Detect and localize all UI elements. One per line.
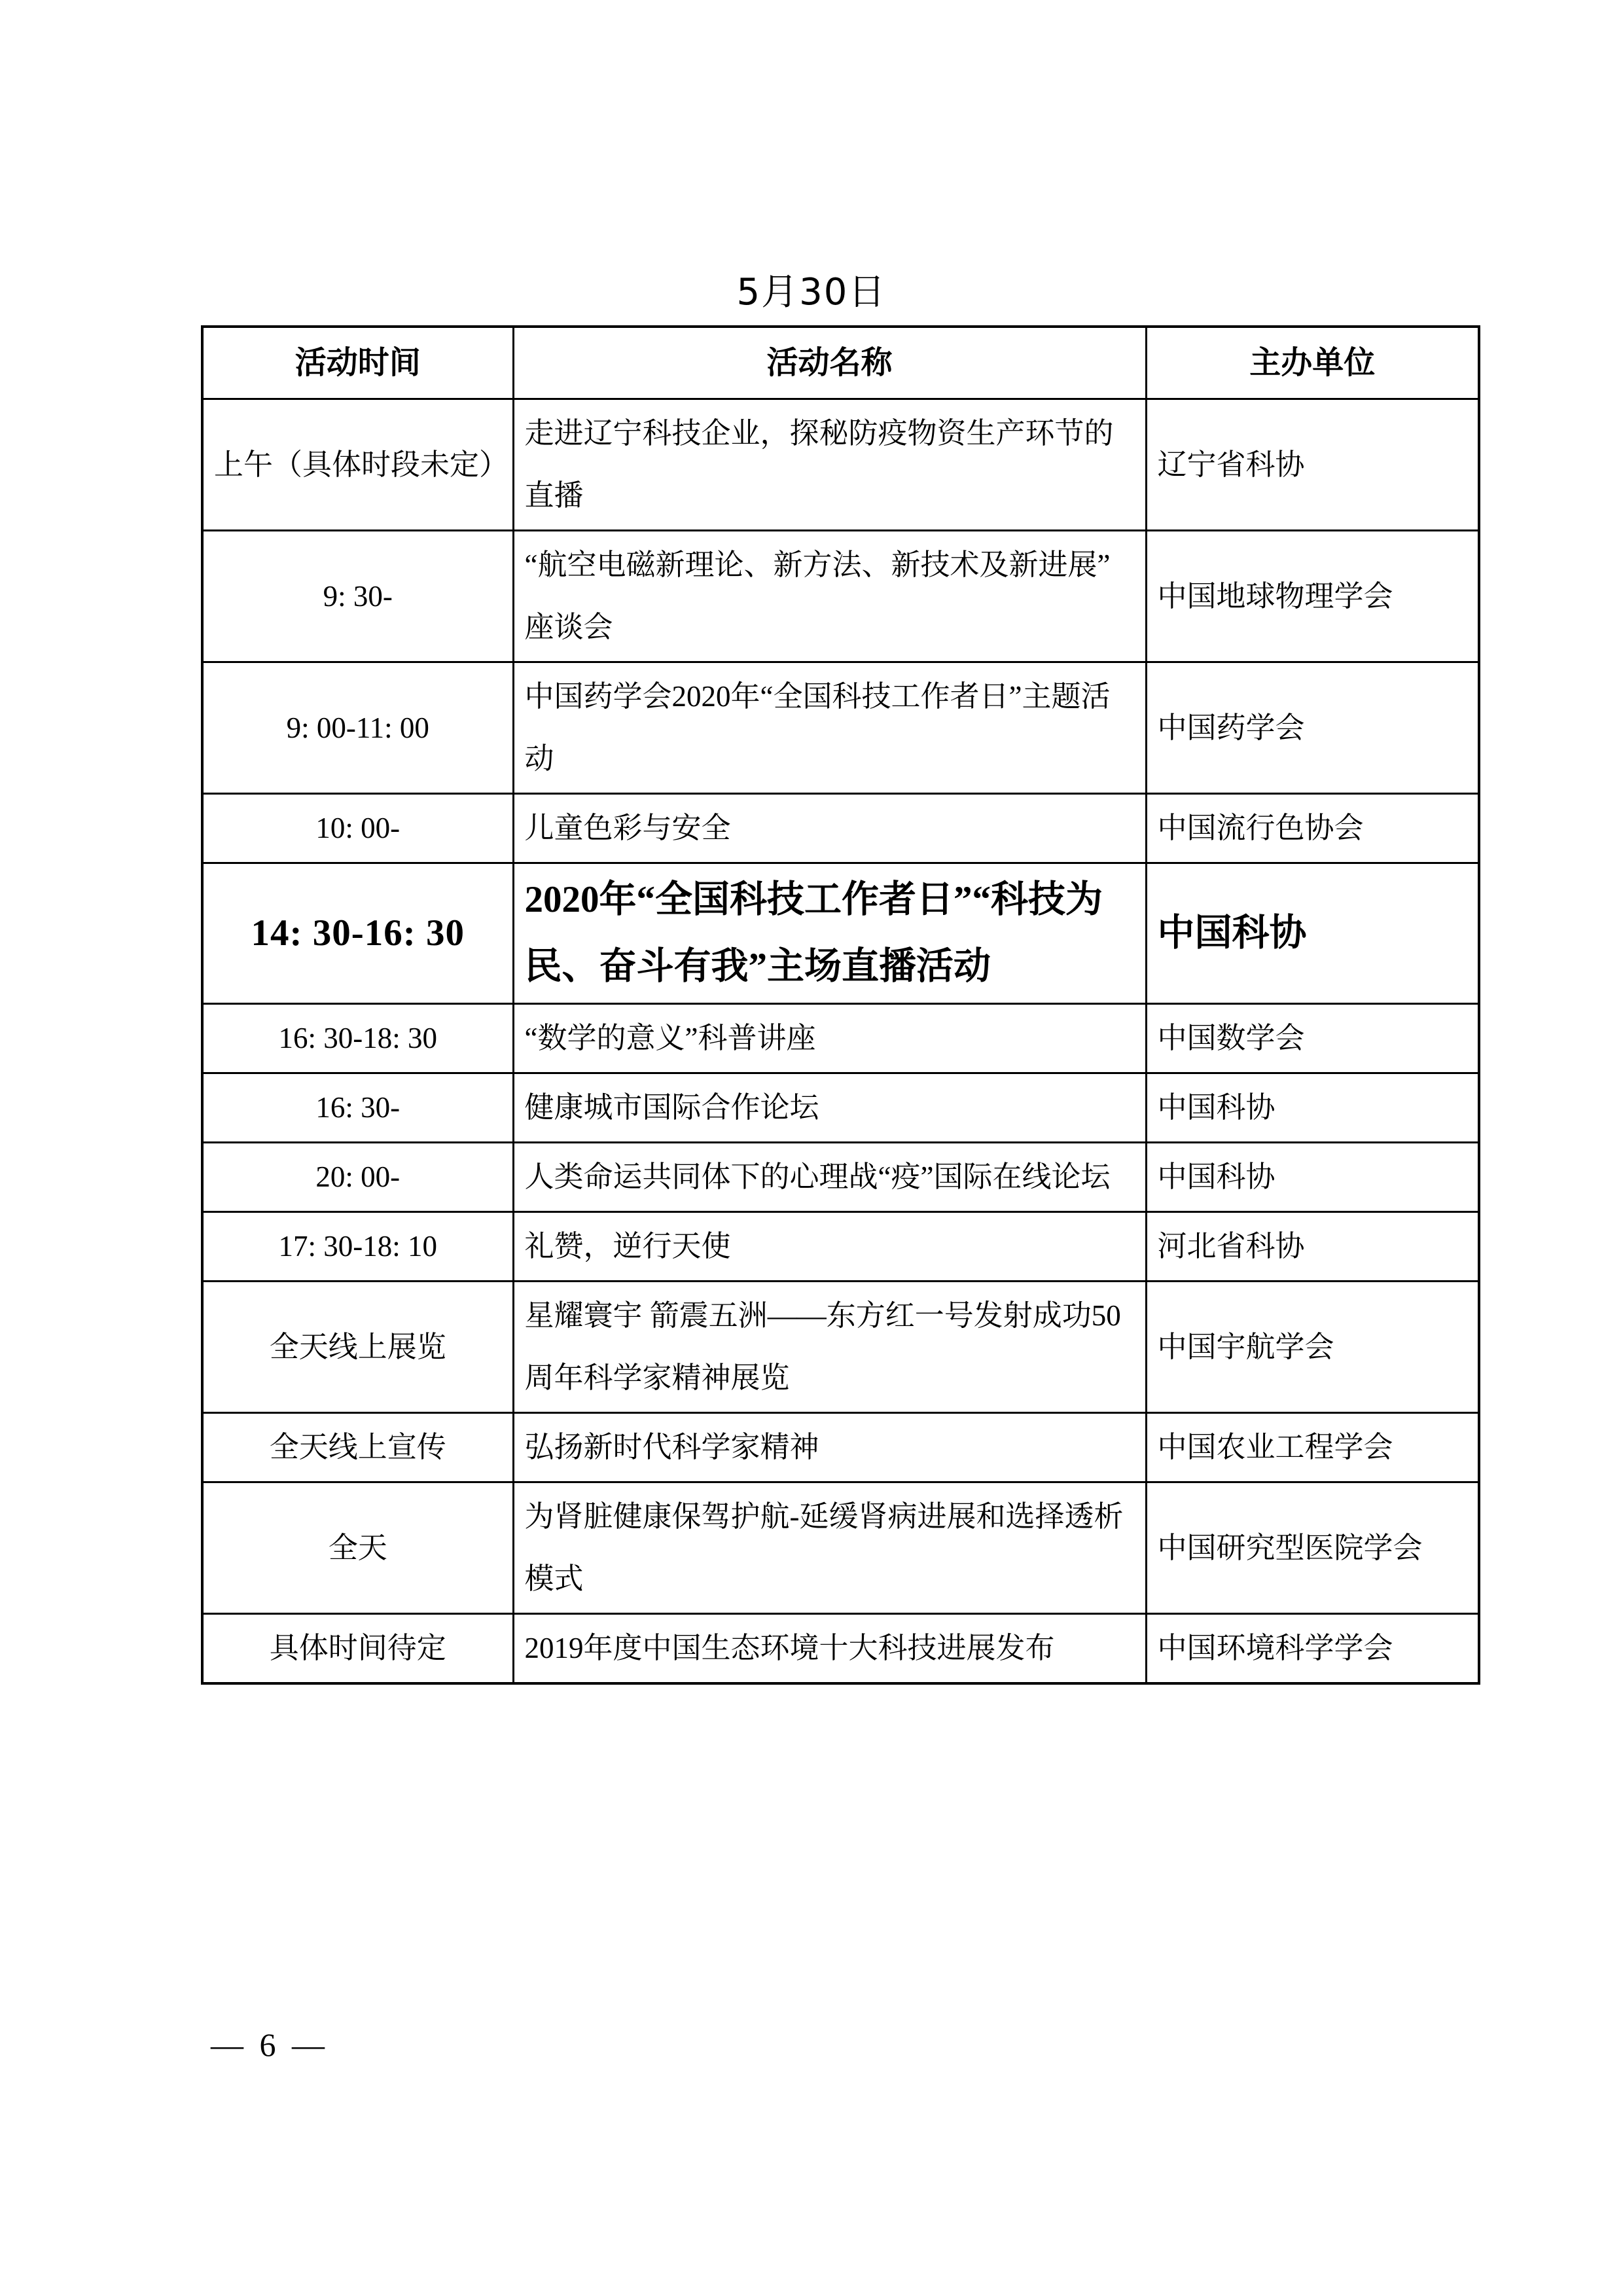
table-body <box>202 399 1479 1684</box>
event-name-cell: 健康城市国际合作论坛 <box>513 1073 1146 1143</box>
event-schedule-table <box>201 325 1480 1685</box>
event-organizer-cell: 中国宇航学会 <box>1146 1282 1479 1413</box>
table-row <box>202 662 1479 794</box>
table-row <box>202 1212 1479 1282</box>
event-name-cell: 星耀寰宇 箭震五洲——东方红一号发射成功50周年科学家精神展览 <box>513 1282 1146 1413</box>
event-name-cell: 2019年度中国生态环境十大科技进展发布 <box>513 1614 1146 1684</box>
event-time-cell: 9: 00-11: 00 <box>202 662 513 794</box>
table-row <box>202 1073 1479 1143</box>
event-name-cell: “航空电磁新理论、新方法、新技术及新进展”座谈会 <box>513 531 1146 662</box>
event-organizer-cell: 中国地球物理学会 <box>1146 531 1479 662</box>
event-time-cell: 全天 <box>202 1482 513 1614</box>
table-header <box>202 327 1479 399</box>
event-organizer-cell: 中国农业工程学会 <box>1146 1413 1479 1482</box>
event-time-cell: 16: 30-18: 30 <box>202 1004 513 1073</box>
event-name-cell: 为肾脏健康保驾护航-延缓肾病进展和选择透析模式 <box>513 1482 1146 1614</box>
event-organizer-cell: 中国药学会 <box>1146 662 1479 794</box>
event-time-cell: 17: 30-18: 10 <box>202 1212 513 1282</box>
header-row <box>202 327 1479 399</box>
table-row <box>202 863 1479 1004</box>
event-organizer-cell: 河北省科协 <box>1146 1212 1479 1282</box>
event-time-cell: 全天线上展览 <box>202 1282 513 1413</box>
event-organizer-cell: 中国科协 <box>1146 1143 1479 1212</box>
table-row <box>202 1614 1479 1684</box>
table-row <box>202 1143 1479 1212</box>
page-number: — 6 — <box>211 2026 329 2063</box>
event-time-cell: 10: 00- <box>202 794 513 863</box>
event-name-cell: 2020年“全国科技工作者日”“科技为民、奋斗有我”主场直播活动 <box>513 863 1146 1004</box>
event-organizer-cell: 中国科协 <box>1146 1073 1479 1143</box>
table-row <box>202 1482 1479 1614</box>
table-row <box>202 1282 1479 1413</box>
header-cell-organizer: 主办单位 <box>1146 327 1479 399</box>
event-time-cell: 14: 30-16: 30 <box>202 863 513 1004</box>
table-row <box>202 1413 1479 1482</box>
header-cell-name: 活动名称 <box>513 327 1146 399</box>
event-organizer-cell: 辽宁省科协 <box>1146 399 1479 531</box>
event-organizer-cell: 中国数学会 <box>1146 1004 1479 1073</box>
event-name-cell: 中国药学会2020年“全国科技工作者日”主题活动 <box>513 662 1146 794</box>
table-row <box>202 531 1479 662</box>
event-name-cell: 弘扬新时代科学家精神 <box>513 1413 1146 1482</box>
event-name-cell: “数学的意义”科普讲座 <box>513 1004 1146 1073</box>
event-organizer-cell: 中国环境科学学会 <box>1146 1614 1479 1684</box>
event-time-cell: 具体时间待定 <box>202 1614 513 1684</box>
table-row <box>202 1004 1479 1073</box>
event-name-cell: 人类命运共同体下的心理战“疫”国际在线论坛 <box>513 1143 1146 1212</box>
event-organizer-cell: 中国研究型医院学会 <box>1146 1482 1479 1614</box>
event-time-cell: 9: 30- <box>202 531 513 662</box>
event-name-cell: 儿童色彩与安全 <box>513 794 1146 863</box>
event-time-cell: 20: 00- <box>202 1143 513 1212</box>
event-name-cell: 礼赞，逆行天使 <box>513 1212 1146 1282</box>
header-cell-time: 活动时间 <box>202 327 513 399</box>
event-name-cell: 走进辽宁科技企业，探秘防疫物资生产环节的直播 <box>513 399 1146 531</box>
table-row <box>202 794 1479 863</box>
event-time-cell: 全天线上宣传 <box>202 1413 513 1482</box>
event-organizer-cell: 中国科协 <box>1146 863 1479 1004</box>
table-row <box>202 399 1479 531</box>
event-time-cell: 上午（具体时段未定） <box>202 399 513 531</box>
event-time-cell: 16: 30- <box>202 1073 513 1143</box>
event-organizer-cell: 中国流行色协会 <box>1146 794 1479 863</box>
page-title: 5月30日 <box>736 271 887 314</box>
